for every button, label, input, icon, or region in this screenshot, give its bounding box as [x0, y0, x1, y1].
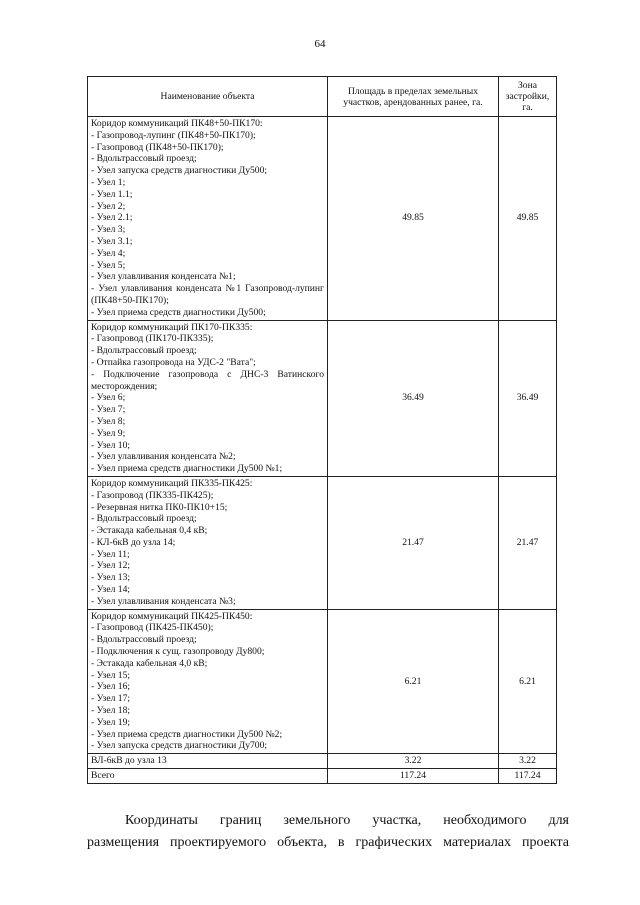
object-item-line: - Вдольтрассовый проезд;: [91, 513, 197, 525]
object-item-line: - Вдольтрассовый проезд;: [91, 153, 197, 165]
object-item-line: - Узел 18;: [91, 705, 131, 717]
table-row: [88, 320, 557, 476]
object-item-line: - Узел 17;: [91, 693, 131, 705]
object-item-line: - Резервная нитка ПК0-ПК10+15;: [91, 501, 228, 513]
object-item-line: - КЛ-6кВ до узла 14;: [91, 536, 176, 548]
object-item-line: - Узел 16;: [91, 681, 131, 693]
area-leased-cell: 3.22: [328, 754, 499, 769]
object-item-line: - Узел приема средств диагностики Ду500 №2;: [91, 728, 283, 740]
object-item-line: ВЛ-6кВ до узла 13: [91, 755, 167, 767]
object-item-line: - Узел приема средств диагностики Ду500;: [91, 306, 266, 318]
object-item-line: - Узел 1;: [91, 176, 126, 188]
paragraph-line-2: размещения проектируемого объекта, в графических материалах проекта: [87, 835, 569, 850]
object-item-line: - Узел приема средств диагностики Ду500 №1;: [91, 463, 283, 475]
object-item-line: - Газопровод (ПК425-ПК450);: [91, 622, 214, 634]
header-object-name: Наименование объекта: [88, 77, 328, 117]
build-zone-cell: 21.47: [499, 476, 557, 609]
object-name-cell: [88, 117, 328, 321]
build-zone-cell: 3.22: [499, 754, 557, 769]
area-leased-cell: 21.47: [328, 476, 499, 609]
object-item-line: - Эстакада кабельная 0,4 кВ;: [91, 525, 208, 537]
object-item-line: Коридор коммуникаций ПК48+50-ПК170:: [91, 118, 263, 129]
object-item-line: - Узел 2.1;: [91, 212, 133, 224]
area-leased-cell: 117.24: [328, 769, 499, 784]
object-item-line: - Узел 8;: [91, 415, 126, 427]
object-item-line: - Узел 11;: [91, 548, 130, 560]
object-item-line: - Узел 4;: [91, 247, 126, 259]
object-item-line: - Узел 3.1;: [91, 235, 133, 247]
object-name-cell: [88, 476, 328, 609]
object-item-line: Коридор коммуникаций ПК170-ПК335:: [91, 321, 253, 333]
object-item-line: Коридор коммуникаций ПК425-ПК450:: [91, 610, 253, 622]
object-item-line: Всего: [91, 770, 115, 782]
object-item-line: - Вдольтрассовый проезд;: [91, 634, 197, 646]
area-leased-cell: 36.49: [328, 320, 499, 476]
object-item-line: - Узел 7;: [91, 404, 126, 416]
object-item-line: - Узел улавливания конденсата №1 Газопровод-лупинг (ПК48+50-ПК170);: [91, 283, 324, 306]
table-row: [88, 476, 557, 609]
object-item-line: - Узел 5;: [91, 259, 126, 271]
table-row: [88, 769, 557, 784]
object-item-line: - Узел улавливания конденсата №1;: [91, 271, 236, 283]
table-row: [88, 609, 557, 754]
object-item-line: - Узел 19;: [91, 716, 131, 728]
object-item-line: Коридор коммуникаций ПК335-ПК425:: [91, 477, 253, 489]
build-zone-cell: 117.24: [499, 769, 557, 784]
table-row: [88, 754, 557, 769]
object-item-line: - Узел 15;: [91, 669, 131, 681]
object-item-line: - Газопровод-лупинг (ПК48+50-ПК170);: [91, 129, 256, 141]
table-header-row: [88, 77, 557, 117]
area-leased-cell: 49.85: [328, 117, 499, 321]
object-item-line: - Узел 10;: [91, 439, 131, 451]
object-name-cell: [88, 320, 328, 476]
header-area-leased: Площадь в пределах земельных участков, арендованных ранее, га.: [328, 77, 499, 117]
build-zone-cell: 49.85: [499, 117, 557, 321]
object-name-cell: [88, 609, 328, 754]
object-item-line: - Эстакада кабельная 4,0 кВ;: [91, 657, 208, 669]
table-row: [88, 117, 557, 321]
object-name-cell: [88, 754, 328, 769]
land-area-table: [87, 76, 557, 784]
object-item-line: - Узел 2;: [91, 200, 126, 212]
build-zone-cell: 36.49: [499, 320, 557, 476]
object-item-line: - Подключение газопровода с ДНС-3 Ватинского месторождения;: [91, 368, 324, 392]
header-build-zone: Зона застройки, га.: [499, 77, 557, 117]
object-item-line: - Узел 9;: [91, 427, 126, 439]
object-item-line: - Узел 14;: [91, 584, 131, 596]
object-item-line: - Газопровод (ПК170-ПК335);: [91, 333, 214, 345]
object-item-line: - Узел 13;: [91, 572, 131, 584]
object-item-line: - Узел 1.1;: [91, 188, 133, 200]
object-item-line: - Узел улавливания конденсата №3;: [91, 595, 236, 607]
object-item-line: - Подключения к сущ. газопроводу Ду800;: [91, 646, 265, 658]
body-paragraph: [87, 810, 569, 854]
object-item-line: - Узел 12;: [91, 560, 131, 572]
object-item-line: - Узел 6;: [91, 392, 126, 404]
object-item-line: - Узел запуска средств диагностики Ду500;: [91, 165, 268, 177]
object-item-line: - Газопровод (ПК48+50-ПК170);: [91, 141, 224, 153]
object-name-cell: [88, 769, 328, 784]
object-item-line: - Узел улавливания конденсата №2;: [91, 451, 236, 463]
page-number: 64: [314, 38, 326, 50]
build-zone-cell: 6.21: [499, 609, 557, 754]
object-item-line: - Газопровод (ПК335-ПК425);: [91, 489, 214, 501]
paragraph-line-1: Координаты границ земельного участка, необходимого для: [125, 813, 569, 828]
area-leased-cell: 6.21: [328, 609, 499, 754]
object-item-line: - Отпайка газопровода на УДС-2 "Вата";: [91, 356, 256, 368]
object-item-line: - Вдольтрассовый проезд;: [91, 345, 197, 357]
object-item-line: - Узел запуска средств диагностики Ду700;: [91, 740, 268, 752]
object-item-line: - Узел 3;: [91, 224, 126, 236]
